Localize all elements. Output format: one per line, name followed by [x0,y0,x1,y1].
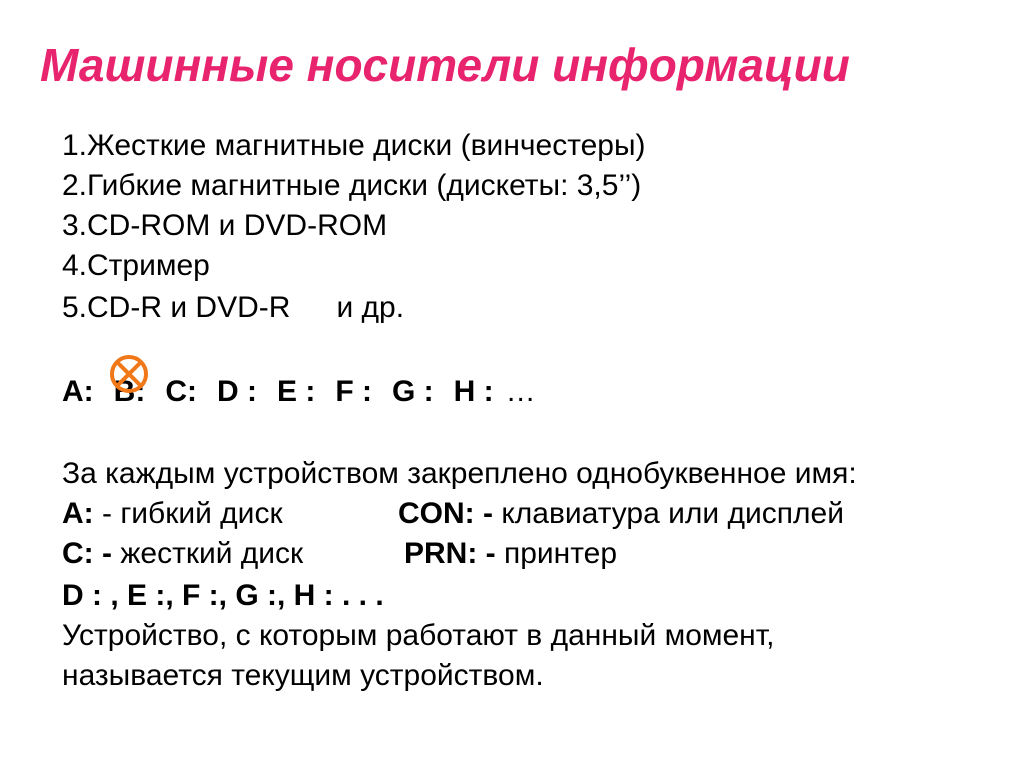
device-c-desc: жесткий диск [111,537,304,570]
pair-row-1 [62,496,844,532]
drive-f: F : [335,375,372,408]
letters-line: D : , E :, F :, G :, H : . . . [62,579,384,612]
current-device-line-1: Устройство, с которым работают в данный момент, [62,619,775,652]
list-item-5-text: 5.CD-R и DVD-R [62,291,291,324]
pair-row-2 [62,536,617,572]
device-prn-name: PRN: - [404,537,496,570]
list-item-5-suffix: и др. [336,291,405,324]
device-c-name: C: - [62,537,112,570]
device-con-name: CON: - [398,497,493,530]
drive-ellipsis: … [505,375,536,408]
slide-title: Машинные носители информации [40,39,850,91]
drive-g: G : [391,375,434,408]
drive-h: H : [453,375,494,408]
drive-c: C: [165,375,197,408]
list-item-1: 1.Жесткие магнитные диски (винчестеры) [62,129,646,162]
list-item-2: 2.Гибкие магнитные диски (дискеты: 3,5’’) [62,169,642,202]
device-a-name: A: [62,497,94,530]
intro-text: За каждым устройством закреплено однобуквенное имя: [62,457,857,490]
current-device-line-2: называется текущим устройством. [62,659,544,692]
drive-a: A: [62,375,94,408]
drive-b: B: [113,375,146,408]
drive-d: D : [216,375,257,408]
device-con-desc: клавиатура или дисплей [492,497,844,530]
crossed-out-circle-icon [109,354,149,394]
list-item-3: 3.CD-ROM и DVD-ROM [62,209,388,242]
list-item-4: 4.Стример [62,249,210,282]
list-item-5 [62,290,404,326]
drive-e: E : [276,375,316,408]
device-a-desc: - гибкий диск [93,497,283,530]
device-prn-desc: принтер [495,537,618,570]
